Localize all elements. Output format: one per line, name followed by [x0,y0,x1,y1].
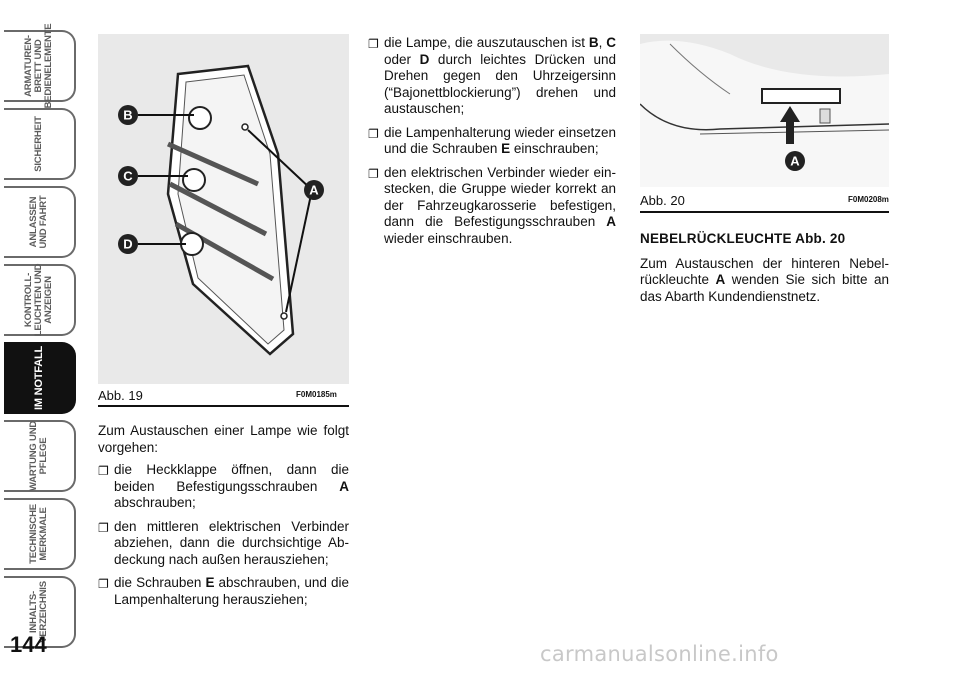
column-3 [640,231,889,311]
tab-wartung[interactable]: WARTUNG UND PFLEGE [4,420,76,492]
figure-19-code: F0M0185m [296,390,337,399]
label-b: B [123,107,133,123]
figure-19-caption: Abb. 19 [98,388,143,403]
rear-bumper-illustration [640,34,889,187]
watermark: carmanualsonline.info [540,642,779,666]
figure-19-image [98,34,349,384]
list-item: ❐ die Lampenhalterung wieder einsetzen und die Schrauben E einschrauben; [368,124,616,156]
list-item: ❐ die Heckklappe öffnen, dann die beiden Befestigungsschrauben A abschrauben; [98,462,349,510]
figure-19-rule [98,405,349,407]
tab-sicherheit[interactable]: SICHERHEIT [4,108,76,180]
tab-im-notfall[interactable]: IM NOTFALL [4,342,76,414]
tab-kontrollleuchten[interactable]: KONTROLL- LEUCHTEN UND ANZEIGEN [4,264,76,336]
label-c: C [123,168,133,184]
tab-anlassen[interactable]: ANLASSEN UND FAHRT [4,186,76,258]
figure-20-code: F0M0208m [848,195,889,204]
tab-armaturenbrett[interactable]: ARMATUREN- BRETT UND BEDIENELEMENTE [4,30,76,102]
column-1 [98,423,349,615]
section-text: Zum Austauschen der hinteren Nebelrückleuchte A wenden Sie sich bitte an das Abarth Kundendienstnetz. [640,255,889,304]
figure-20-image [640,34,889,187]
intro-text: Zum Austauschen einer Lampe wie folgt vorgehen: [98,423,349,455]
list-item: ❐ die Lampe, die auszutauschen ist B, C oder D durch leichtes Drücken und Drehen gegen den Uhrzeigersinn (“Bajonettblockierung”) drehen und austauschen; [368,35,616,116]
label-a-fig20: A [790,153,800,169]
list-item: ❐ den mittleren elektrischen Verbinder abziehen, dann die durchsichtige Abdeckung nach außen herausziehen; [98,518,349,567]
page-number: 144 [10,632,47,657]
section-heading: NEBELRÜCKLEUCHTE Abb. 20 [640,231,846,246]
list-item: ❐ den elektrischen Verbinder wieder einstecken, die Gruppe wieder korrekt an der Fahrzeugkarosserie befestigen, dann die Befestigungsschrauben A wieder einschrauben. [368,164,616,246]
label-d: D [123,236,133,252]
list-item: ❐ die Schrauben E abschrauben, und die Lampenhalterung herausziehen; [98,575,349,607]
tail-light-illustration [98,34,349,384]
tab-inhalt[interactable]: INHALTS- VERZEICHNIS [4,576,76,648]
tab-technische[interactable]: TECHNISCHE MERKMALE [4,498,76,570]
figure-20-rule [640,211,889,213]
column-2 [368,35,616,254]
figure-20-caption: Abb. 20 [640,193,685,208]
label-a: A [309,182,319,198]
